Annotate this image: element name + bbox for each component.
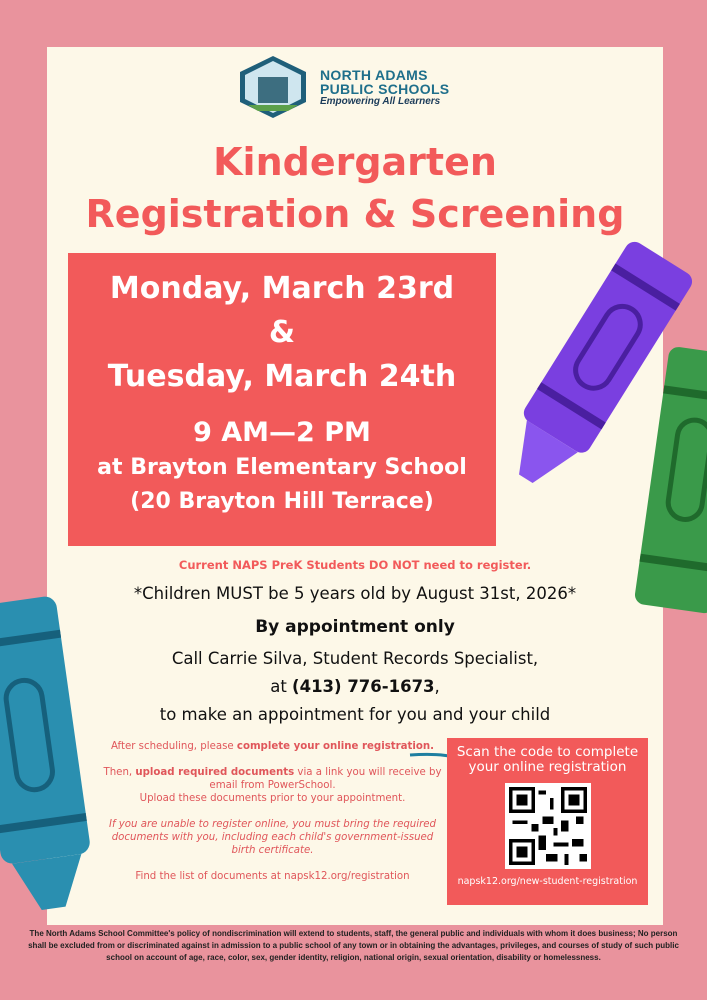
contact-line3: to make an appointment for you and your child <box>159 705 551 724</box>
step-2-pre: Then, <box>103 767 136 778</box>
title-line2: Registration & Screening <box>85 192 625 236</box>
contact-info <box>47 645 663 729</box>
contact-at: at <box>270 677 293 696</box>
blue-crayon-icon <box>0 595 98 915</box>
school-logo <box>238 55 308 119</box>
contact-comma: , <box>434 677 440 696</box>
event-address: (20 Brayton Hill Terrace) <box>130 489 434 514</box>
qr-code-box <box>447 738 648 905</box>
registration-steps <box>100 740 445 896</box>
logo-tagline: Empowering All Learners <box>320 96 441 107</box>
prek-note: Current NAPS PreK Students DO NOT need to register. <box>178 558 532 572</box>
qr-heading: Scan the code to complete your online registration <box>456 744 639 775</box>
qr-url[interactable]: napsk12.org/new-student-registration <box>457 876 638 887</box>
contact-line1: Call Carrie Silva, Student Records Specialist, <box>171 649 539 668</box>
appointment-note: By appointment only <box>255 617 455 637</box>
step-1-bold: complete your online registration. <box>236 741 435 752</box>
phone-number[interactable]: (413) 776-1673 <box>292 677 435 696</box>
contact-line2 <box>47 673 663 701</box>
event-details-box <box>68 253 496 546</box>
date-2: Tuesday, March 24th <box>107 359 457 394</box>
title-line1: Kindergarten <box>213 140 497 184</box>
qr-code[interactable] <box>505 783 591 869</box>
nondiscrimination-policy: The North Adams School Committee's policy of nondiscrimination will extend to students, staff, the general public and individuals with whom it does business; No person shall be excluded from or discriminated against in admission to a public school of any town or in obtaining the advantages, privileges, and courses of study of such public school on account of age, race, color, sex, gender identity, religion, national origin, sexual orientation, disability or homelessness. <box>28 929 679 962</box>
logo-text <box>320 68 449 107</box>
step-4: Find the list of documents at napsk12.org/registration <box>135 871 410 882</box>
step-2-line2: Upload these documents prior to your appointment. <box>139 793 406 804</box>
step-1 <box>100 740 445 753</box>
green-crayon-icon <box>634 346 707 615</box>
event-time: 9 AM—2 PM <box>193 417 371 448</box>
ampersand: & <box>268 315 296 350</box>
event-location: at Brayton Elementary School <box>97 455 467 480</box>
step-2-bold: upload required documents <box>135 767 295 778</box>
age-requirement: *Children MUST be 5 years old by August 31st, 2026* <box>133 584 577 603</box>
step-2 <box>100 766 445 805</box>
step-3: If you are unable to register online, you must bring the required documents with you, including each child's government-issued birth certificate. <box>108 819 437 856</box>
step-2-post: via a link you will receive by email from PowerSchool. <box>209 767 442 791</box>
step-1-text: After scheduling, please <box>110 741 237 752</box>
date-1: Monday, March 23rd <box>109 271 455 306</box>
logo-line2: PUBLIC SCHOOLS <box>320 81 450 97</box>
logo-line1: NORTH ADAMS <box>320 67 428 83</box>
page-title <box>47 136 663 240</box>
